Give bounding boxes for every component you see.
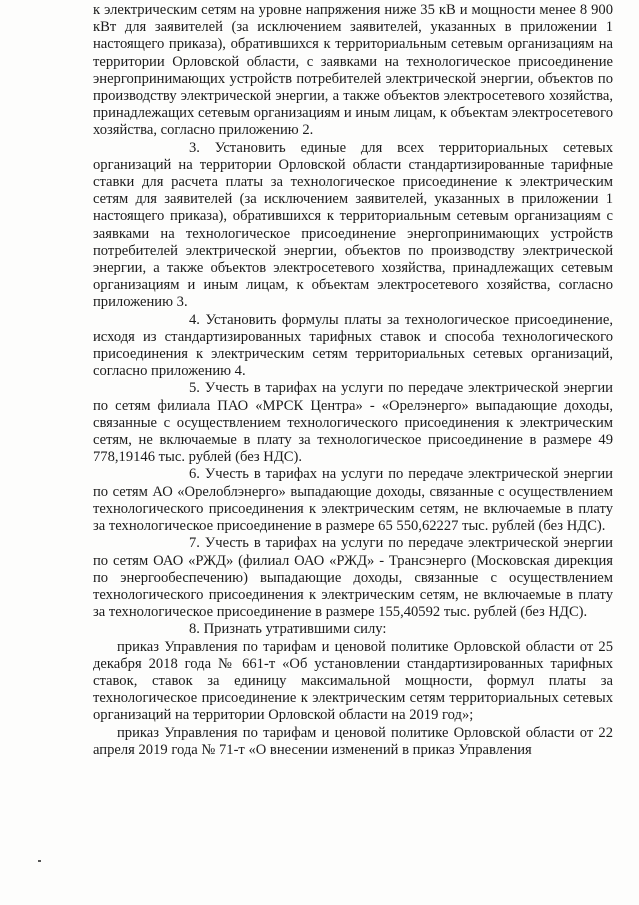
paragraph-text: к электрическим сетям на уровне напряжения ниже 35 кВ и мощности менее 8 900 кВт для заявителей (за исключением заявителей, указанных в приложении 1 настоящего приказа), обратившихся к территориальным сетевым организациям на территории Орловской области, с заявками на технологическое присоединение энергопринимающих устройств потребителей электрической энергии, объектов по производству электрической энергии, а также объектов электросетевого хозяйства, принадлежащих сетевым организациям и иным лицам, к объектам электросетевого хозяйства, согласно приложению 2. xyxy=(93,2,613,139)
paragraph-number: 5. xyxy=(189,380,200,397)
paragraph-7 xyxy=(93,535,613,621)
paragraph-text: Установить формулы платы за технологическое присоединение, исходя из стандартизированных тарифных ставок и способа технологического присоединения к электрическим сетям территориальных сетевых организаций, согласно приложению 4. xyxy=(93,311,613,380)
paragraph-number: 6. xyxy=(189,466,200,483)
paragraph-number: 4. xyxy=(189,311,200,328)
paragraph-text: Установить единые для всех территориальных сетевых организаций на территории Орловской области стандартизированные тарифные ставки для расчета платы за технологическое присоединение к электрическим сетям для заявителей (за исключением заявителей, указанных в приложении 1 настоящего приказа), обратившихся к территориальным сетевым организациям с заявками на технологическое присоединение энергопринимающих устройств потребителей электрической энергии, объектов по производству электрической энергии, а также объектов электросетевого хозяйства, принадлежащих сетевым организациям и иным лицам, к объектам электросетевого хозяйства, согласно приложению 3. xyxy=(93,139,613,311)
document-body xyxy=(93,2,613,759)
paragraph-text: приказ Управления по тарифам и ценовой политике Орловской области от 25 декабря 2018 года № 661-т «Об установлении стандартизированных тарифных ставок, ставок за единицу максимальной мощности, формул платы за технологическое присоединение к электрическим сетям территориальных сетевых организаций на территории Орловской области на 2019 год»; xyxy=(93,638,613,724)
paragraph-4 xyxy=(93,312,613,381)
paragraph-number: 7. xyxy=(189,535,200,552)
paragraph-text: приказ Управления по тарифам и ценовой политике Орловской области от 22 апреля 2019 года № 71-т «О внесении изменений в приказ Управления xyxy=(93,724,613,758)
paragraph-5 xyxy=(93,380,613,466)
paragraph-number: 3. xyxy=(189,139,200,156)
paragraph-text: Признать утратившими силу: xyxy=(203,621,387,638)
paragraph-number: 8. xyxy=(189,621,200,638)
paragraph-8-item-1 xyxy=(93,639,613,725)
paragraph-intro xyxy=(93,2,613,140)
paragraph-text: Учесть в тарифах на услуги по передаче электрической энергии по сетям АО «Орелоблэнерго» выпадающие доходы, связанные с осуществлением технологического присоединения к электрическим сетям, не включаемые в плату за технологическое присоединение в размере 65 550,62227 тыс. рублей (без НДС). xyxy=(93,466,613,535)
paragraph-8 xyxy=(93,621,613,638)
paragraph-8-item-2 xyxy=(93,725,613,759)
paragraph-text: Учесть в тарифах на услуги по передаче электрической энергии по сетям филиала ПАО «МРСК Центра» - «Орелэнерго» выпадающие доходы, связанные с осуществлением технологического присоединения к электрическим сетям, не включаемые в плату за технологическое присоединение в размере 49 778,19146 тыс. рублей (без НДС). xyxy=(93,380,613,466)
paragraph-6 xyxy=(93,466,613,535)
scan-speck xyxy=(38,860,41,862)
paragraph-text: Учесть в тарифах на услуги по передаче электрической энергии по сетям ОАО «РЖД» (филиал ОАО «РЖД» - Трансэнерго (Московская дирекция по энергообеспечению) выпадающие доходы, связанные с осуществлением технологического присоединения к электрическим сетям, не включаемые в плату за технологическое присоединение в размере 155,40592 тыс. рублей (без НДС). xyxy=(93,535,613,621)
paragraph-3 xyxy=(93,140,613,312)
